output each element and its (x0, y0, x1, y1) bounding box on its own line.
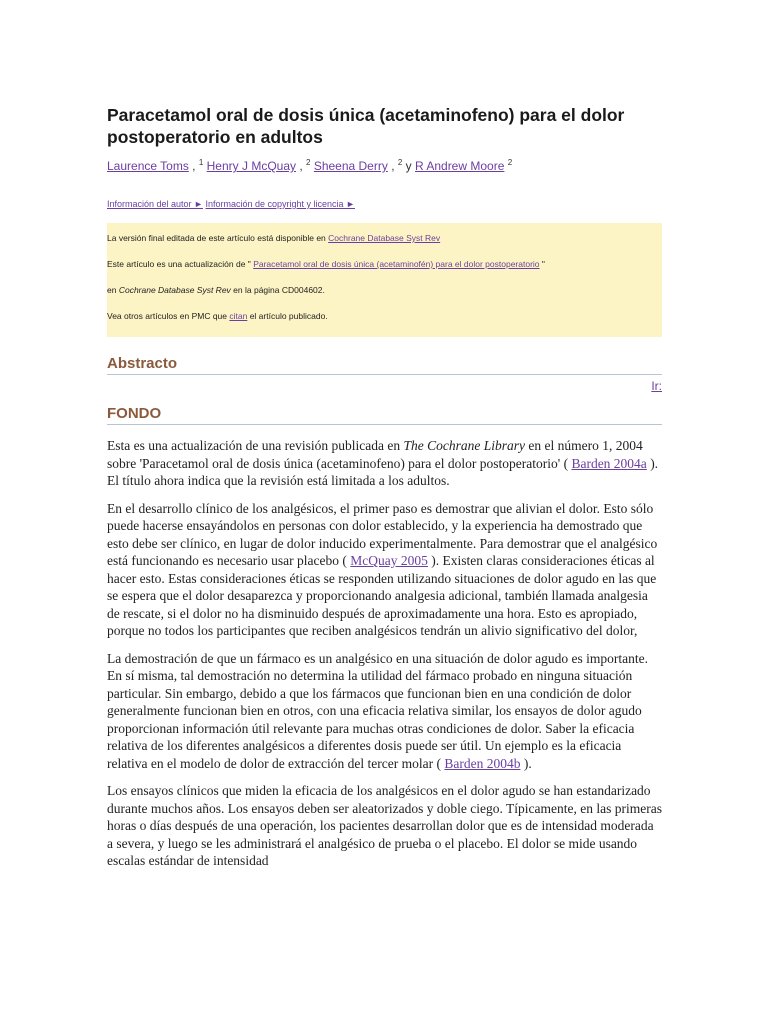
author-link-3[interactable]: Sheena Derry (313, 159, 388, 173)
original-article-link[interactable]: Paracetamol oral de dosis única (acetaminofén) para el dolor postoperatorio (253, 259, 540, 269)
notice-text: Este artículo es una actualización de " (107, 259, 254, 269)
goto-link[interactable]: Ir: (651, 379, 662, 393)
reference-link[interactable]: Barden 2004b (444, 755, 521, 771)
author-link-1[interactable]: Laurence Toms (107, 159, 189, 173)
affiliation-marker: 1 (198, 158, 204, 167)
notice-text: en (107, 285, 119, 295)
paragraph-2 (107, 500, 662, 640)
paragraph-text: Esta es una actualización de una revisión publicada en (107, 438, 404, 453)
author-connector: y (402, 159, 415, 173)
author-separator: , (387, 159, 398, 173)
fondo-heading: FONDO (107, 405, 662, 425)
version-notice-box (107, 223, 662, 337)
notice-text: " (539, 259, 545, 269)
paragraph-text: ). (520, 755, 532, 771)
reference-link[interactable]: Barden 2004a (571, 455, 647, 471)
journal-link[interactable]: Cochrane Database Syst Rev (328, 233, 441, 243)
affiliation-marker: 2 (306, 158, 311, 167)
cited-by-link[interactable]: citan (229, 311, 248, 321)
goto-nav (107, 379, 662, 393)
paragraph-1 (107, 437, 662, 490)
article-content (107, 104, 662, 870)
affiliation-marker: 2 (507, 158, 513, 167)
paragraph-text: La demostración de que un fármaco es un analgésico en una situación de dolor agudo es importante. En sí misma, tal demostración no determina la utilidad del fármaco probado en ninguna situación particular. Sin embargo, debido a que los fármacos que funcionan bien en una condición de dolor generalmente funcionan bien en otros, con una eficacia relativa similar, los ensayos de dolor agudo proporcionan información útil relevante para muchas otras condiciones de dolor. Saber la eficacia relativa de los diferentes analgésicos a diferentes dosis puede ser útil. Un ejemplo es la eficacia relativa en el modelo de dolor de extracción del tercer molar ( (107, 650, 648, 771)
article-title: Paracetamol oral de dosis única (acetaminofeno) para el dolor postoperatorio en adultos (107, 105, 625, 147)
author-link-4[interactable]: R Andrew Moore (415, 159, 505, 173)
notice-text: el artículo publicado. (247, 311, 328, 321)
publication-name: The Cochrane Library (403, 438, 526, 453)
author-link-2[interactable]: Henry J McQuay (206, 159, 296, 173)
notice-text: Vea otros artículos en PMC que (107, 311, 230, 321)
paragraph-text: En el desarrollo clínico de los analgésicos, el primer paso es demostrar que alivian el dolor. Esto sólo puede hacerse ensayándolos en personas con dolor establecido, y la experiencia ha demostrado que esto debe ser clínico, en lugar de dolor inducido experimentalmente. Para demostrar que el analgésico está funcionando es necesario usar placebo ( (107, 500, 658, 568)
copyright-link[interactable]: Información de copyright y licencia ► (205, 199, 355, 209)
paragraph-4: Los ensayos clínicos que miden la eficacia de los analgésicos en el dolor agudo se han estandarizado durante muchos años. Los ensayos deben ser aleatorizados y doble ciego. Típicamente, en las primeras horas o días después de una operación, los pacientes desarrollan dolor que es de intensidad moderada a severa, y luego se les administrará el analgésico de prueba o el placebo. El dolor se mide usando escalas estándar de intensidad (107, 783, 662, 868)
author-list (107, 158, 662, 173)
paragraph-text: ). El título ahora indica que la revisión está limitada a los adultos. (107, 455, 659, 488)
notice-text: en la página CD004602. (230, 285, 325, 295)
author-separator: , (296, 159, 307, 173)
article-meta-links (107, 199, 662, 209)
notice-line (107, 307, 662, 333)
author-separator: , (188, 159, 199, 173)
journal-name: Cochrane Database Syst Rev (118, 285, 231, 295)
paragraph-text: en el número 1, 2004 sobre 'Paracetamol oral de dosis única (acetaminofeno) para el dolor postoperatorio' ( (107, 438, 643, 471)
abstract-heading: Abstracto (107, 355, 662, 375)
notice-line (107, 281, 662, 307)
author-info-link[interactable]: Información del autor ► (107, 199, 203, 209)
notice-text: La versión final editada de este artículo está disponible en (107, 233, 329, 243)
notice-line (107, 255, 662, 281)
affiliation-marker: 2 (397, 158, 403, 167)
paragraph-text: ). Existen claras consideraciones éticas al hacer esto. Estas consideraciones éticas se responden utilizando situaciones de dolor agudo en las que se espera que el dolor desaparezca y proporcionando analgesia adicional, también llamada analgesia de rescate, si el dolor no ha disminuido después de aproximadamente una hora. Esto es apropiado, porque no todos los participantes que reciben analgésicos tendrán un alivio significativo del dolor, (107, 553, 657, 638)
paragraph-3 (107, 650, 662, 773)
notice-line (107, 229, 662, 255)
reference-link[interactable]: McQuay 2005 (350, 553, 428, 568)
